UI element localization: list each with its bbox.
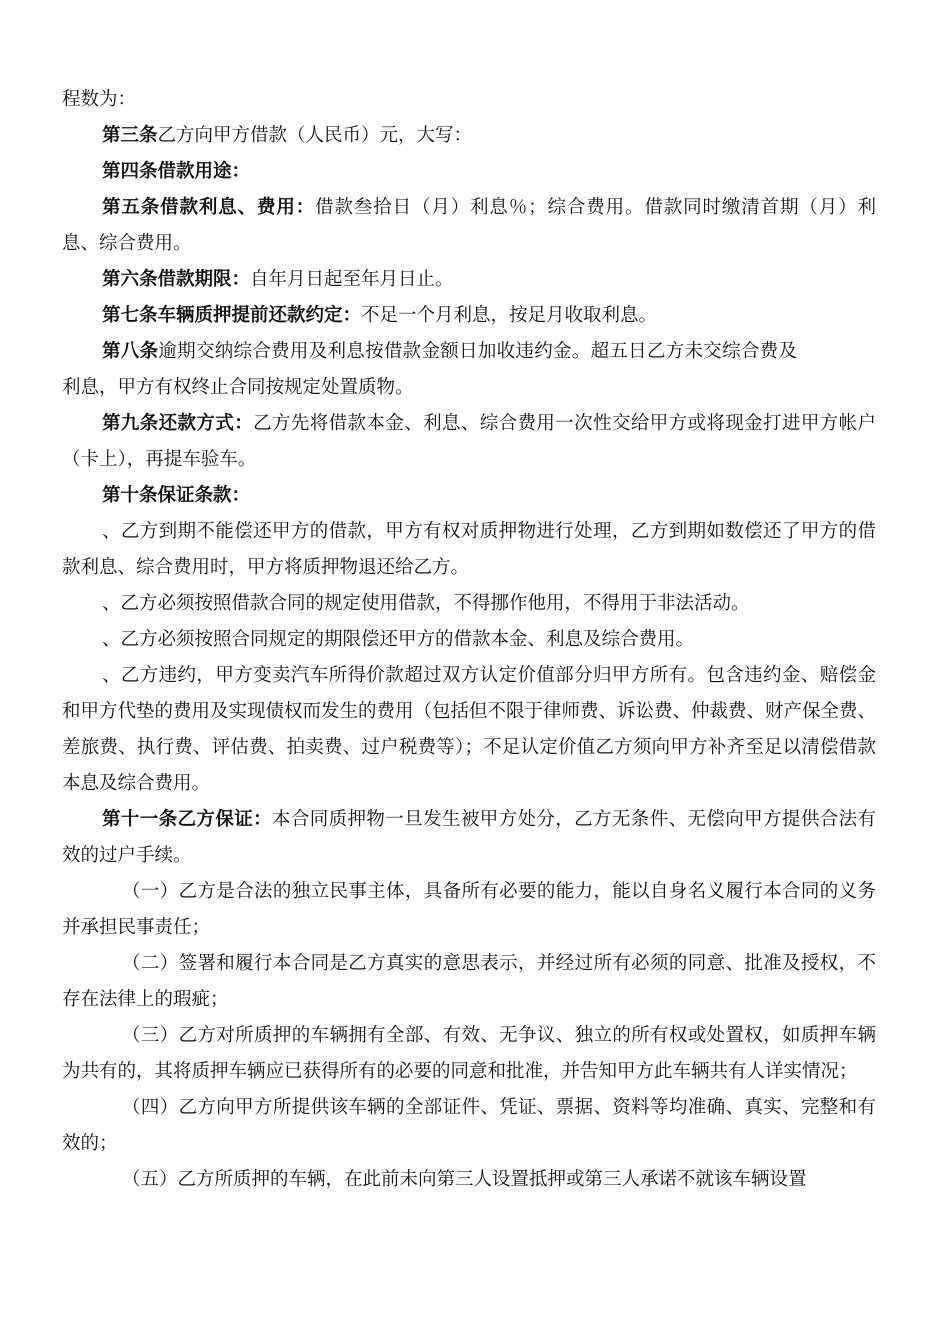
article-9-label: 第九条还款方式：	[102, 413, 254, 434]
article-7-label: 第七条车辆质押提前还款约定：	[102, 305, 362, 326]
article-11-item-4: （四）乙方向甲方所提供该车辆的全部证件、凭证、票据、资料等均准确、真实、完整和有效的；	[62, 1097, 876, 1154]
article-4	[62, 154, 876, 190]
article-9	[62, 406, 876, 478]
article-8-text: 逾期交纳综合费用及利息按借款金额日加收违约金。超五日乙方未交综合费及利息，甲方有权终止合同按规定处置质物。	[62, 341, 797, 398]
article-6-text: 自年月日起至年月日止。	[250, 269, 454, 290]
article-6-label: 第六条借款期限：	[102, 269, 251, 290]
article-5	[62, 190, 876, 262]
article-10-item-2: 、乙方必须按照借款合同的规定使用借款，不得挪作他用，不得用于非法活动。	[102, 593, 750, 614]
article-7-text: 不足一个月利息，按足月收取利息。	[361, 305, 658, 326]
article-11-text: 本合同质押物一旦发生被甲方处分，乙方无条件、无偿向甲方提供合法有效的过户手续。	[62, 809, 876, 866]
article-3	[62, 118, 876, 154]
article-5-label: 第五条借款利息、费用：	[102, 197, 316, 218]
article-8	[62, 334, 797, 406]
article-10-item-1: 、乙方到期不能偿还甲方的借款，甲方有权对质押物进行处理，乙方到期如数偿还了甲方的借款利息、综合费用时，甲方将质押物退还给乙方。	[62, 521, 876, 578]
article-11	[62, 802, 876, 874]
article-11-item-2: （二）签署和履行本合同是乙方真实的意思表示，并经过所有必须的同意、批准及授权，不存在法律上的瑕疵；	[62, 953, 876, 1010]
article-9-text: 乙方先将借款本金、利息、综合费用一次性交给甲方或将现金打进甲方帐户（卡上），再提车验车。	[62, 413, 876, 470]
article-3-text: 乙方向甲方借款（人民币）元，大写：	[157, 125, 473, 146]
article-5-text: 借款叁拾日（月）利息％；综合费用。借款同时缴清首期（月）利息、综合费用。	[62, 197, 876, 254]
article-10-label: 第十条保证条款：	[102, 485, 251, 506]
article-11-item-5: （五）乙方所质押的车辆，在此前未向第三人设置抵押或第三人承诺不就该车辆设置	[122, 1169, 807, 1190]
contract-page	[62, 82, 876, 1198]
article-3-label: 第三条	[102, 125, 158, 146]
article-6	[62, 262, 876, 298]
article-10	[62, 478, 876, 514]
article-4-label: 第四条借款用途：	[102, 161, 251, 182]
article-7	[62, 298, 876, 334]
article-10-item-3: 、乙方必须按照合同规定的期限偿还甲方的借款本金、利息及综合费用。	[102, 629, 695, 650]
article-11-item-3: （三）乙方对所质押的车辆拥有全部、有效、无争议、独立的所有权或处置权，如质押车辆为共有的，其将质押车辆应已获得所有的必要的同意和批准，并告知甲方此车辆共有人详实情况；	[62, 1025, 876, 1082]
article-10-item-4: 、乙方违约，甲方变卖汽车所得价款超过双方认定价值部分归甲方所有。包含违约金、赔偿金和甲方代垫的费用及实现债权而发生的费用（包括但不限于律师费、诉讼费、仲裁费、财产保全费、差旅费、执行费、评估费、拍卖费、过户税费等）；不足认定价值乙方须向甲方补齐至足以清偿借款本息及综合费用。	[62, 665, 877, 794]
article-11-label: 第十一条乙方保证：	[102, 809, 272, 830]
article-8-label: 第八条	[102, 341, 159, 362]
article-11-item-1: （一）乙方是合法的独立民事主体，具备所有必要的能力，能以自身名义履行本合同的义务并承担民事责任；	[62, 881, 876, 938]
line-continued: 程数为：	[62, 89, 137, 110]
